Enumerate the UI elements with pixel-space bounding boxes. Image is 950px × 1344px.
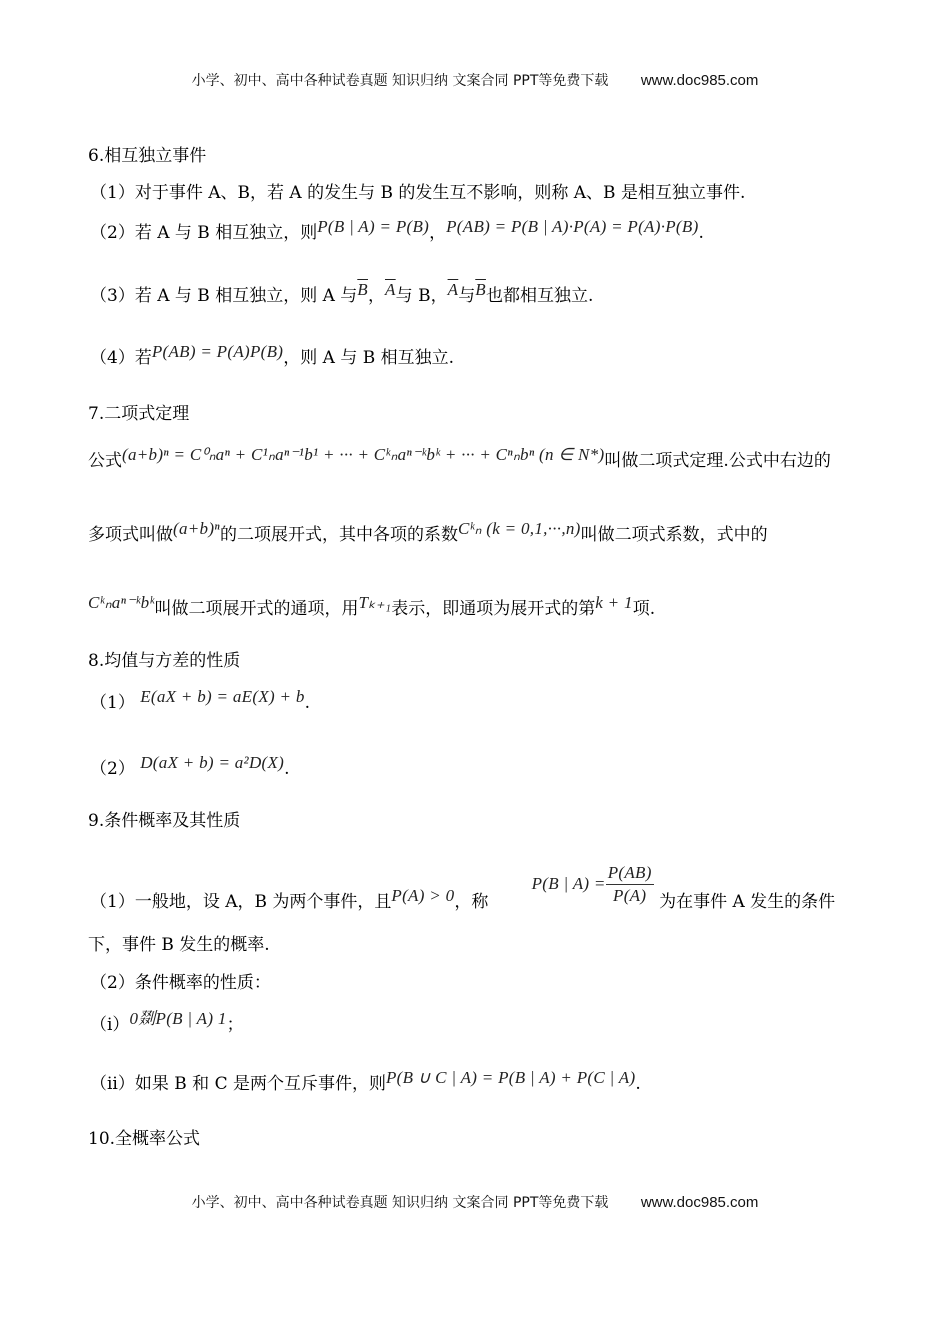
item-text: ，称 — [454, 892, 489, 912]
semicolon: ； — [226, 1015, 244, 1035]
section-6-item-4 — [90, 342, 455, 369]
formula: 0剟P(B | A) 1 — [129, 1009, 227, 1028]
section-7-line-1 — [88, 445, 831, 472]
section-10-title: 10.全概率公式 — [88, 1129, 201, 1149]
item-text: （4）若 — [90, 348, 152, 368]
section-7-line-2 — [88, 519, 768, 546]
section-8-item-2 — [90, 753, 290, 780]
binomial-formula: (a+b)ⁿ = C⁰ₙaⁿ + C¹ₙaⁿ⁻¹b¹ + ··· + Cᵏₙaⁿ⁻ᵏbᵏ + ··· + Cⁿₙbⁿ (n ∈ N*) — [122, 445, 605, 464]
section-9-item-2: （2）条件概率的性质： — [90, 973, 271, 993]
item-text: （ii）如果 B 和 C 是两个互斥事件，则 — [90, 1074, 386, 1094]
item-label: （1） — [90, 693, 135, 713]
period: . — [698, 223, 704, 243]
section-9-item-1-continued: 下，事件 B 发生的概率. — [88, 935, 270, 955]
formula-b-bar: $\overline{B}$ — [475, 280, 486, 299]
period: . — [284, 759, 290, 779]
separator: ， — [367, 286, 385, 306]
item-text: 也都相互独立. — [485, 286, 594, 306]
item-text: （1）一般地，设 A，B 为两个事件，且 — [90, 892, 392, 912]
item-text: 叫做二项式定理.公式中右边的 — [604, 451, 831, 471]
page-footer — [0, 1192, 950, 1212]
formula: E(aX + b) = aE(X) + b — [140, 687, 305, 706]
denominator: P(A) — [613, 886, 647, 905]
formula: P(AB) = P(A)P(B) — [151, 342, 284, 361]
item-label: （2） — [90, 759, 135, 779]
footer-site-link[interactable]: www.doc985.com — [640, 1194, 759, 1211]
item-text: ，则 A 与 B 相互独立. — [283, 348, 455, 368]
formula: P(B | A) = P(B) — [317, 217, 430, 236]
formula-a-bar: $\overline{A}$ — [447, 280, 459, 299]
formula: D(aX + b) = a²D(X) — [140, 753, 285, 772]
section-8-item-1 — [90, 687, 311, 714]
header-site-link[interactable]: www.doc985.com — [640, 72, 759, 89]
item-text: 与 — [458, 286, 476, 306]
section-7-line-3 — [88, 593, 656, 620]
formula-lhs: P(B | A) = — [531, 874, 606, 893]
section-7-title: 7.二项式定理 — [88, 404, 190, 424]
item-text: 项. — [632, 599, 656, 619]
header-text: 小学、初中、高中各种试卷真题 知识归纳 文案合同 PPT等免费下载 — [191, 73, 609, 89]
formula-a-bar: $\overline{A}$ — [384, 280, 396, 299]
section-9-item-1 — [90, 863, 836, 925]
formula: (a+b)ⁿ — [173, 519, 220, 538]
formula: P(A) > 0 — [391, 886, 455, 905]
section-6-item-2 — [90, 217, 704, 244]
formula: P(AB) = P(B | A)·P(A) = P(A)·P(B) — [446, 217, 699, 236]
formula-b-bar: $\overline{B}$ — [357, 280, 368, 299]
item-text: 表示，即通项为展开式的第 — [391, 599, 596, 619]
formula: Cᵏₙ (k = 0,1,···,n) — [457, 519, 581, 538]
period: . — [635, 1074, 641, 1094]
item-text: 的二项展开式，其中各项的系数 — [219, 525, 458, 545]
section-9-sub-1 — [90, 1009, 244, 1036]
item-text: 叫做二项展开式的通项，用 — [154, 599, 359, 619]
section-6-item-1: （1）对于事件 A、B，若 A 的发生与 B 的发生互不影响，则称 A、B 是相互独立事件. — [90, 183, 746, 203]
footer-text: 小学、初中、高中各种试卷真题 知识归纳 文案合同 PPT等免费下载 — [191, 1195, 609, 1211]
formula: Cᵏₙaⁿ⁻ᵏbᵏ — [88, 593, 155, 612]
section-6-item-3 — [90, 280, 594, 307]
item-label: （i） — [90, 1015, 130, 1035]
item-text: 公式 — [88, 451, 122, 471]
section-6-title: 6.相互独立事件 — [88, 146, 207, 166]
section-8-title: 8.均值与方差的性质 — [88, 651, 241, 671]
item-text: 与 B， — [395, 286, 448, 306]
item-text: 多项式叫做 — [88, 525, 173, 545]
formula: k + 1 — [595, 593, 633, 612]
numerator: P(AB) — [606, 862, 654, 885]
fraction — [606, 862, 654, 907]
page-header — [0, 70, 950, 90]
section-9-sub-2 — [90, 1068, 641, 1095]
section-9-title: 9.条件概率及其性质 — [88, 811, 241, 831]
separator: ， — [429, 223, 447, 243]
item-text: （3）若 A 与 B 相互独立，则 A 与 — [90, 286, 358, 306]
item-text: 叫做二项式系数，式中的 — [580, 525, 768, 545]
item-text: 为在事件 A 发生的条件 — [659, 892, 836, 912]
item-text: （2）若 A 与 B 相互独立，则 — [90, 223, 318, 243]
formula: P(B ∪ C | A) = P(B | A) + P(C | A) — [386, 1068, 636, 1087]
formula: Tₖ₊₁ — [358, 593, 392, 612]
period: . — [304, 693, 311, 713]
